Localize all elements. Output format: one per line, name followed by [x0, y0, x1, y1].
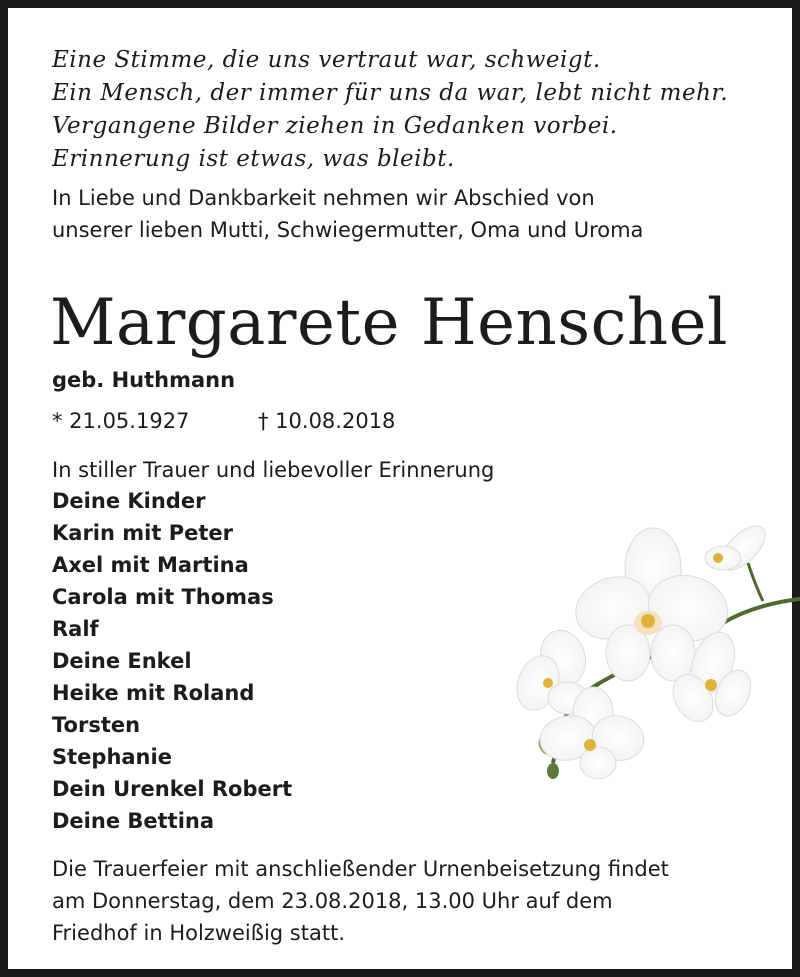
mourner-line: Heike mit Roland	[52, 681, 255, 705]
mourning-line: In stiller Trauer und liebevoller Erinnerung	[52, 458, 495, 482]
orchid-flower-icon	[705, 518, 773, 577]
mourner-line: Karin mit Peter	[52, 521, 233, 545]
mourner-line: Deine Kinder	[52, 489, 206, 513]
poem-line-2: Ein Mensch, der immer für uns da war, lebt nicht mehr.	[52, 80, 729, 106]
mourner-line: Carola mit Thomas	[52, 585, 274, 609]
orchid-image	[508, 513, 800, 788]
mourner-line: Stephanie	[52, 745, 172, 769]
maiden-name: geb. Huthmann	[52, 368, 236, 392]
poem-line-3: Vergangene Bilder ziehen in Gedanken vorbei.	[52, 113, 618, 139]
death-date: † 10.08.2018	[258, 409, 396, 433]
mourner-line: Deine Enkel	[52, 649, 192, 673]
mourner-line: Ralf	[52, 617, 99, 641]
poem-line-1: Eine Stimme, die uns vertraut war, schweigt.	[52, 47, 601, 73]
mourner-line: Deine Bettina	[52, 809, 215, 833]
funeral-line-3: Friedhof in Holzweißig statt.	[52, 921, 345, 945]
intro-line-1: In Liebe und Dankbarkeit nehmen wir Abschied von	[52, 186, 595, 210]
funeral-line-2: am Donnerstag, dem 23.08.2018, 13.00 Uhr auf dem	[52, 889, 613, 913]
deceased-name: Margarete Henschel	[50, 286, 728, 360]
intro-line-2: unserer lieben Mutti, Schwiegermutter, Oma und Uroma	[52, 218, 644, 242]
funeral-line-1: Die Trauerfeier mit anschließender Urnenbeisetzung findet	[52, 857, 669, 881]
mourner-line: Dein Urenkel Robert	[52, 777, 293, 801]
mourner-line: Axel mit Martina	[52, 553, 249, 577]
poem-line-4: Erinnerung ist etwas, was bleibt.	[52, 146, 455, 172]
birth-date: * 21.05.1927	[52, 409, 190, 433]
mourner-line: Torsten	[52, 713, 141, 737]
